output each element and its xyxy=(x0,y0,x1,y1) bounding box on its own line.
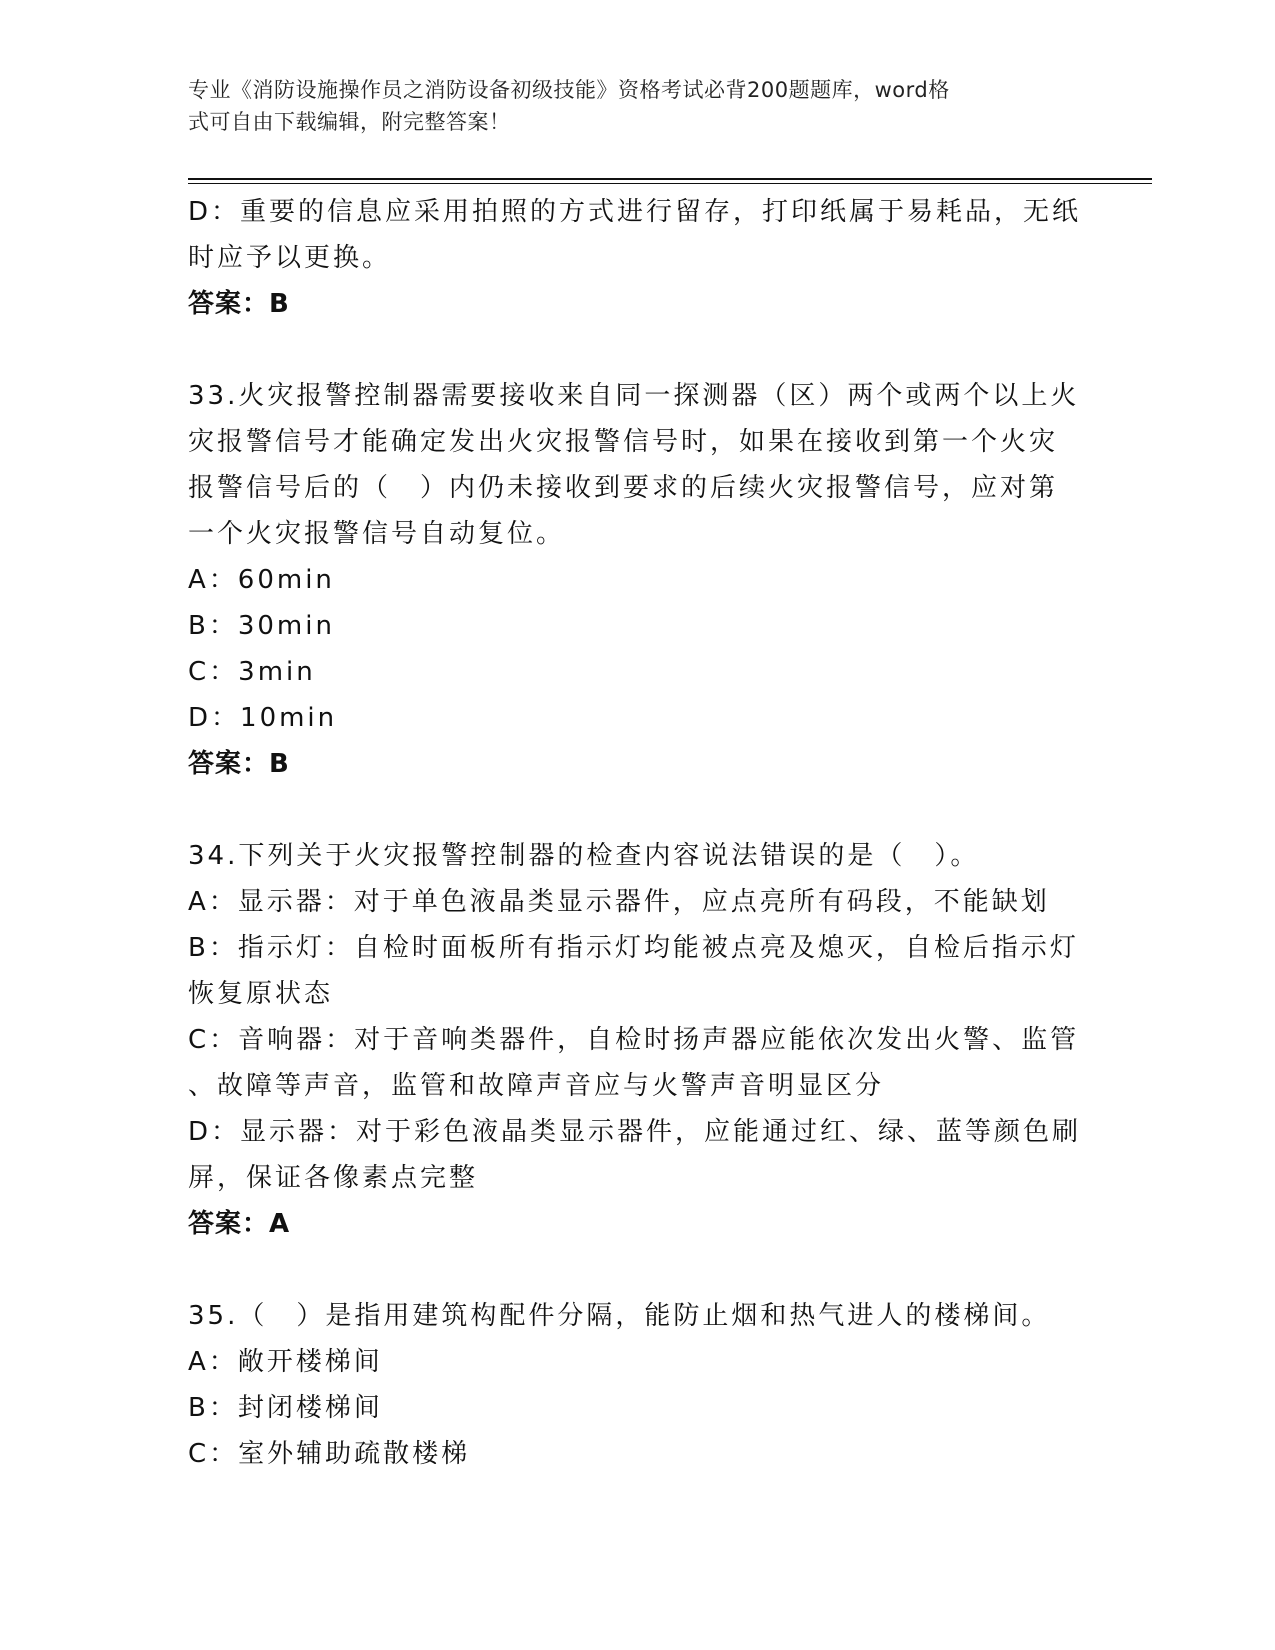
spacer xyxy=(188,1247,1088,1293)
document-body xyxy=(188,189,1088,1477)
answer-label: 答案：A xyxy=(188,1209,291,1239)
option-d: D：10min xyxy=(188,703,338,733)
option-d-line-2: 时应予以更换。 xyxy=(188,243,392,273)
option-d-line-1: D：重要的信息应采用拍照的方式进行留存，打印纸属于易耗品，无纸 xyxy=(188,197,1082,227)
header-line-2: 式可自由下载编辑，附完整答案！ xyxy=(188,110,511,134)
answer-label: 答案：B xyxy=(188,289,290,319)
option-b: B：封闭楼梯间 xyxy=(188,1393,383,1423)
option-c-line-1: C：音响器：对于音响类器件，自检时扬声器应能依次发出火警、监管 xyxy=(188,1025,1080,1055)
option-c: C：3min xyxy=(188,657,316,687)
option-a: A：敞开楼梯间 xyxy=(188,1347,383,1377)
option-c-line-2: 、故障等声音，监管和故障声音应与火警声音明显区分 xyxy=(188,1071,885,1101)
question-stem-line: 一个火灾报警信号自动复位。 xyxy=(188,519,566,549)
option-c: C：室外辅助疏散楼梯 xyxy=(188,1439,471,1469)
question-34 xyxy=(188,833,1088,1247)
option-b: B：30min xyxy=(188,611,335,641)
page-header xyxy=(188,74,1088,138)
previous-question-tail xyxy=(188,189,1088,327)
option-b-line-1: B：指示灯：自检时面板所有指示灯均能被点亮及熄灭，自检后指示灯 xyxy=(188,933,1079,963)
question-33 xyxy=(188,373,1088,787)
question-stem-line: 33.火灾报警控制器需要接收来自同一探测器（区）两个或两个以上火 xyxy=(188,381,1080,411)
header-divider-thick xyxy=(188,178,1152,180)
question-stem-line: 35.（ ）是指用建筑构配件分隔，能防止烟和热气进人的楼梯间。 xyxy=(188,1301,1051,1331)
option-a: A：60min xyxy=(188,565,335,595)
question-35 xyxy=(188,1293,1088,1477)
option-b-line-2: 恢复原状态 xyxy=(188,979,334,1009)
question-stem-line: 报警信号后的（ ）内仍未接收到要求的后续火灾报警信号，应对第 xyxy=(188,473,1059,503)
option-d-line-1: D：显示器：对于彩色液晶类显示器件，应能通过红、绿、蓝等颜色刷 xyxy=(188,1117,1082,1147)
option-a: A：显示器：对于单色液晶类显示器件，应点亮所有码段，不能缺划 xyxy=(188,887,1050,917)
question-stem-line: 34.下列关于火灾报警控制器的检查内容说法错误的是（ ）。 xyxy=(188,841,980,871)
spacer xyxy=(188,787,1088,833)
header-divider-thin xyxy=(188,183,1152,184)
answer-label: 答案：B xyxy=(188,749,290,779)
option-d-line-2: 屏，保证各像素点完整 xyxy=(188,1163,479,1193)
header-line-1: 专业《消防设施操作员之消防设备初级技能》资格考试必背200题题库，word格 xyxy=(188,78,950,102)
spacer xyxy=(188,327,1088,373)
question-stem-line: 灾报警信号才能确定发出火灾报警信号时，如果在接收到第一个火灾 xyxy=(188,427,1059,457)
